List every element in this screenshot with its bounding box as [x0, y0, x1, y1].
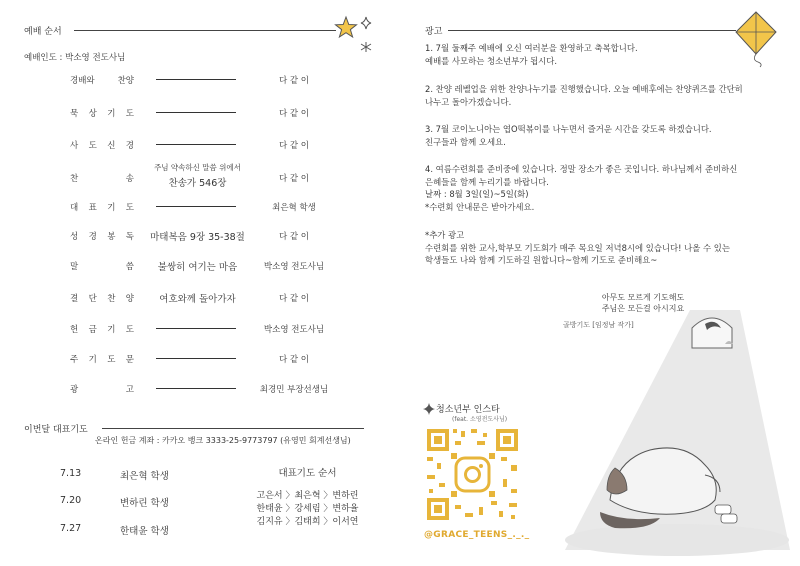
order-blank-line — [156, 112, 236, 113]
offering-account: 온라인 헌금 계좌 : 카카오 뱅크 3333-25-9773797 (유영민 회계선생님) — [95, 436, 351, 445]
order-blank-line — [156, 328, 236, 329]
sparkle-icon — [423, 403, 435, 415]
order-leader: 다 같 이 — [278, 141, 310, 151]
prayer-order-line: 한태윤 〉강세림 〉변하율 — [256, 504, 359, 514]
order-row — [0, 348, 400, 368]
worship-leader: 예배인도 : 박소영 전도사님 — [24, 53, 126, 63]
order-leader: 최은혁 학생 — [272, 203, 316, 213]
order-label: 대 표 기 도 — [70, 203, 134, 213]
order-blank-line — [156, 358, 236, 359]
prayer-date: 7.13 — [60, 468, 82, 479]
order-leader: 최경민 부장선생님 — [259, 385, 329, 395]
order-label: 찬 송 — [70, 174, 134, 184]
order-blank-line — [156, 144, 236, 145]
ad-item — [425, 123, 775, 148]
prayer-illustration — [555, 300, 795, 560]
quote-line: 아무도 모르게 기도해도 — [601, 293, 685, 302]
order-label: 말 씀 — [70, 262, 134, 272]
order-row — [0, 164, 400, 192]
order-blank-line — [156, 206, 236, 207]
prayer-order-line: 고은서 〉최은혁 〉변하린 — [256, 491, 359, 501]
order-row — [0, 318, 400, 338]
ad-line: 날짜 : 8월 3일(일)~5일(화) — [425, 189, 529, 199]
order-leader: 다 같 이 — [278, 294, 310, 304]
order-row — [0, 287, 400, 307]
order-leader: 다 같 이 — [278, 355, 310, 365]
ad-line: 친구들과 함께 오세요. — [425, 136, 506, 147]
order-label: 주 기 도 문 — [70, 355, 134, 365]
order-leader: 박소영 전도사님 — [263, 325, 325, 335]
order-row — [0, 134, 400, 154]
ad-line: 수련회를 위한 교사,학부모 기도회가 매주 목요일 저녁8시에 있습니다! 나올 수 있는 — [425, 242, 730, 253]
quote-text — [588, 292, 698, 314]
ad-line: 예배를 사모하는 청소년부가 됩시다. — [425, 55, 558, 66]
ad-line: *추가 광고 — [425, 230, 465, 240]
ad-item — [425, 163, 775, 213]
ad-line: 2. 찬양 레벨업을 위한 찬양나누기를 진행했습니다. 오늘 예배후에는 찬양퀴즈를 간단히 — [425, 84, 743, 94]
order-row — [0, 378, 400, 398]
ad-line: 1. 7월 둘째주 예배에 오신 여러분을 환영하고 축복합니다. — [425, 43, 638, 53]
ads-title: 광고 — [425, 27, 443, 37]
order-label: 광 고 — [70, 385, 134, 395]
prayer-order-line: 김지유 〉김태희 〉이서연 — [256, 517, 359, 527]
closing-song: 여호와께 돌아가자 — [159, 294, 236, 305]
scripture-reference: 마태복음 9장 35-38절 — [150, 232, 245, 243]
insta-qr-code[interactable] — [425, 427, 520, 522]
ad-line: *수련회 안내문은 받아가세요. — [425, 201, 535, 212]
prayer-date: 7.20 — [60, 495, 82, 506]
qr-pattern — [425, 427, 520, 522]
order-row — [0, 225, 400, 245]
order-leader: 다 같 이 — [278, 76, 310, 86]
prayer-order-title: 대표기도 순서 — [278, 468, 337, 479]
order-leader: 다 같 이 — [278, 109, 310, 119]
order-row — [0, 196, 400, 216]
order-row — [0, 69, 400, 89]
order-label: 경배와 찬양 — [70, 76, 134, 86]
insta-subtitle: (feat. 소영전도사님) — [452, 416, 508, 423]
prayer-name: 최은혁 학생 — [120, 471, 169, 482]
order-label: 결 단 찬 양 — [70, 294, 134, 304]
prayer-date: 7.27 — [60, 523, 82, 534]
prayer-name: 변하린 학생 — [120, 498, 169, 509]
worship-order-title: 예배 순서 — [24, 27, 62, 37]
prayer-divider — [102, 428, 364, 429]
order-blank-line — [156, 79, 236, 80]
ad-line: 학생들도 나와 함께 기도하길 원합니다~함께 기도로 준비해요~ — [425, 255, 658, 265]
ad-line: 나누고 돌아가겠습니다. — [425, 96, 512, 107]
ad-line: 은혜들을 함께 누리기를 바랍니다. — [425, 176, 549, 187]
order-label: 헌 금 기 도 — [70, 325, 134, 335]
order-label: 성 경 봉 독 — [70, 232, 134, 242]
ad-line: 4. 여름수련회를 준비중에 있습니다. 정말 장소가 좋은 곳입니다. 하나님께서 준비하신 — [425, 164, 738, 174]
order-leader: 박소영 전도사님 — [263, 262, 325, 272]
order-leader: 다 같 이 — [278, 174, 310, 184]
prayer-name: 한태윤 학생 — [120, 526, 169, 537]
order-row — [0, 255, 400, 275]
order-label: 사 도 신 경 — [70, 141, 134, 151]
ads-divider — [448, 30, 736, 31]
order-label: 묵 상 기 도 — [70, 109, 134, 119]
sermon-title: 불쌍히 여기는 마음 — [157, 262, 238, 273]
hymn-subtitle: 주님 약속하신 말씀 위에서 — [154, 163, 241, 172]
quote-source: 골방기도 [임정남 작가] — [563, 321, 634, 329]
ad-item — [425, 42, 775, 67]
order-blank-line — [156, 388, 236, 389]
ad-line: 3. 7월 코이노니아는 엽O떡볶이를 나누면서 즐거운 시간을 갖도록 하겠습니다. — [425, 124, 712, 134]
monthly-prayer-title: 이번달 대표기도 — [24, 425, 88, 435]
worship-order-list — [0, 0, 400, 400]
ad-item — [425, 229, 775, 267]
insta-handle[interactable]: @GRACE_TEENS_._._ — [424, 530, 530, 540]
hymn-number: 찬송가 546장 — [168, 178, 227, 189]
insta-title: 청소년부 인스타 — [436, 405, 500, 415]
ad-item — [425, 83, 775, 108]
quote-line: 주님은 모든걸 아시지요 — [601, 304, 685, 313]
order-row — [0, 102, 400, 122]
order-leader: 다 같 이 — [278, 232, 310, 242]
